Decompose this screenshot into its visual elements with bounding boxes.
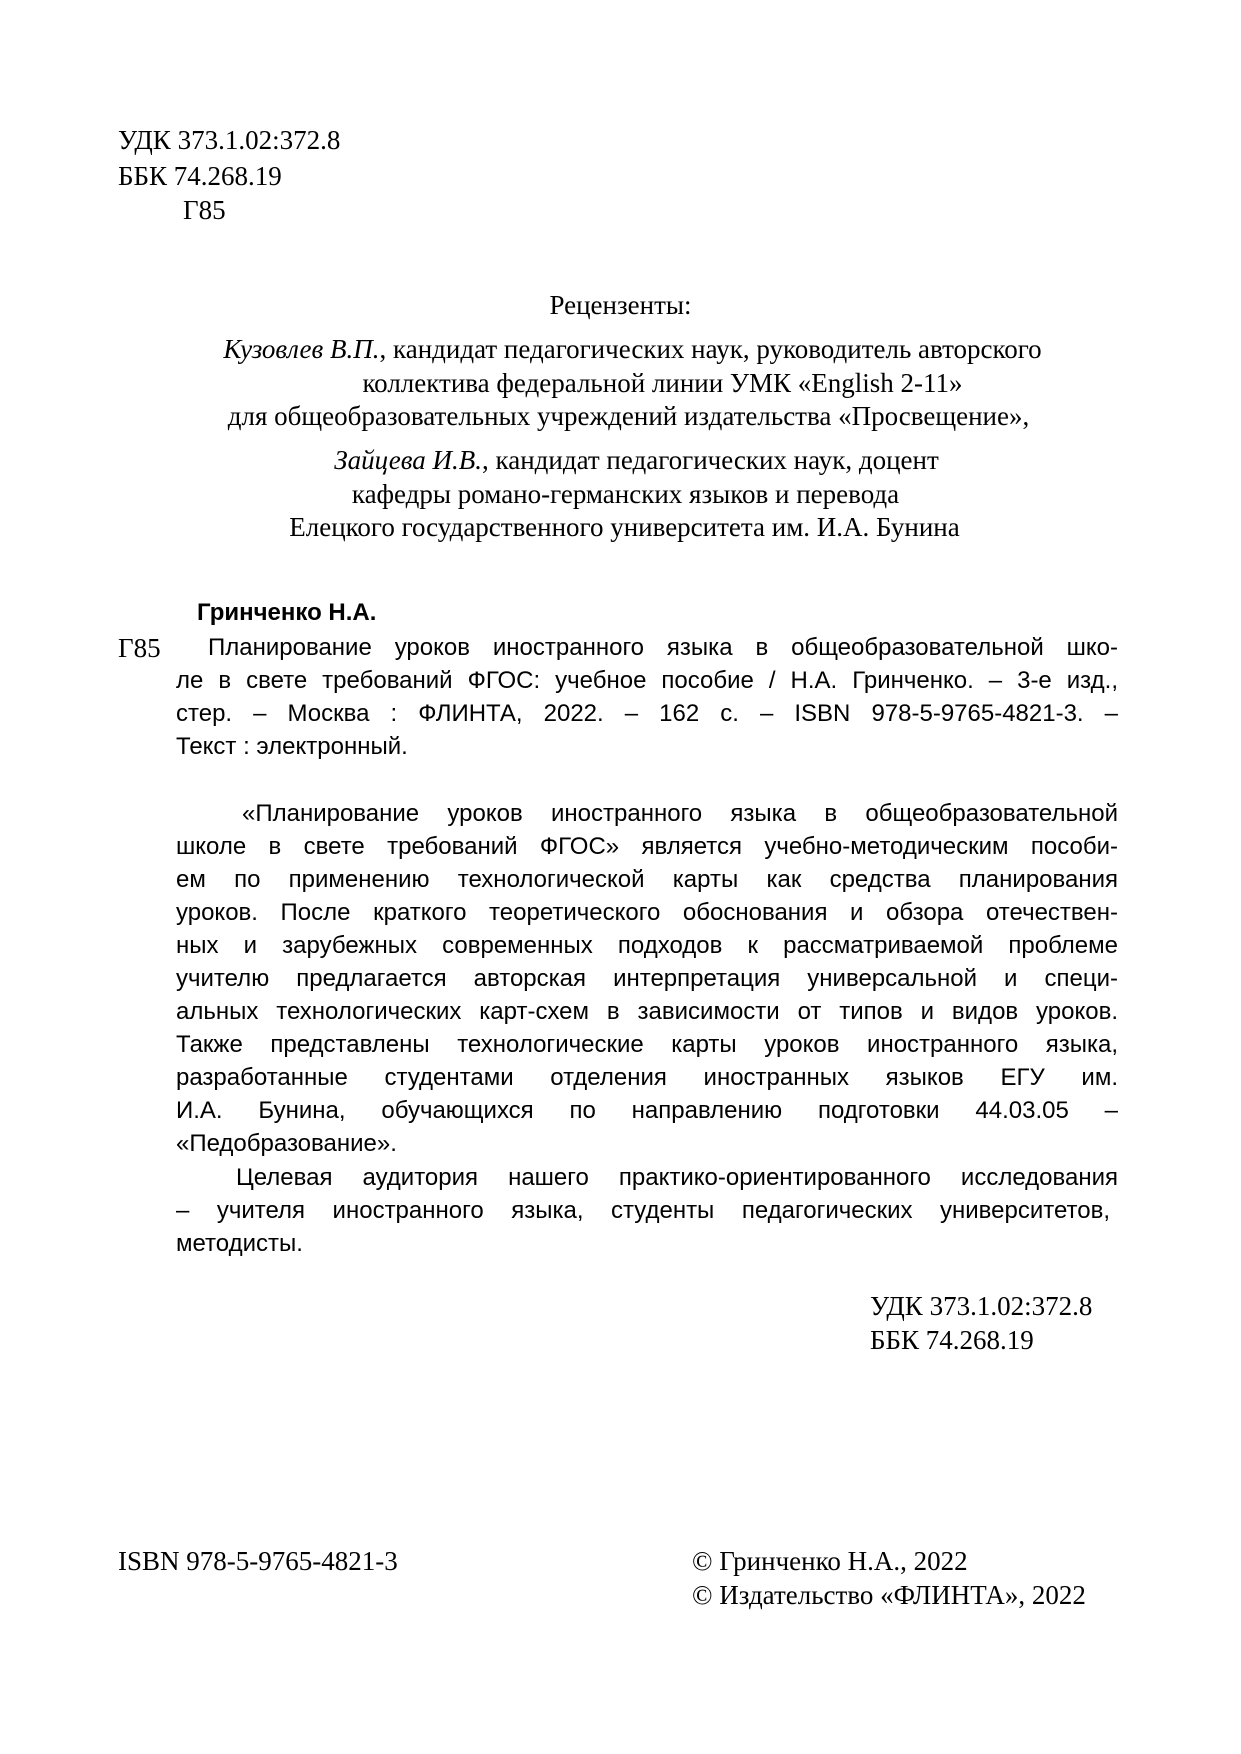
abstract-line: альных технологических карт-схем в зависимости от типов и видов уроков. — [176, 998, 1118, 1025]
reviewer2-title: , кандидат педагогических наук, доцент — [482, 445, 939, 475]
abstract-line: И.А. Бунина, обучающихся по направлению подготовки 44.03.05 – — [176, 1097, 1118, 1124]
biblio-mark: Г85 — [118, 633, 161, 663]
reviewer2-line3: Елецкого государственного университета им. И.А. Бунина — [289, 512, 960, 542]
header-bbk: ББК 74.268.19 — [118, 161, 282, 191]
abstract-line: «Педобразование». — [176, 1130, 397, 1157]
biblio-line: ле в свете требований ФГОС: учебное пособие / Н.А. Гринченко. – 3-е изд., — [176, 667, 1118, 694]
biblio-line: Текст : электронный. — [176, 733, 408, 760]
reviewers-heading: Рецензенты: — [549, 290, 692, 320]
reviewer1-line3: для общеобразовательных учреждений издательства «Просвещение», — [227, 401, 1030, 431]
abstract-line: Целевая аудитория нашего практико-ориентированного исследования — [236, 1164, 1118, 1191]
reviewer1-line2: коллектива федеральной линии УМК «English 2-11» — [362, 368, 963, 398]
classification-bbk: ББК 74.268.19 — [870, 1325, 1034, 1355]
reviewer1-title: , кандидат педагогических наук, руководитель авторского — [379, 334, 1042, 364]
header-udk: УДК 373.1.02:372.8 — [118, 125, 341, 155]
footer-copyright-author: © Гринченко Н.А., 2022 — [692, 1546, 968, 1576]
abstract-line: «Планирование уроков иностранного языка в общеобразовательной — [242, 800, 1118, 827]
biblio-author: Гринченко Н.А. — [197, 599, 377, 626]
reviewer2-name: Зайцева И.В. — [334, 445, 483, 475]
abstract-line: уроков. После краткого теоретического обоснования и обзора отечествен- — [176, 899, 1118, 926]
reviewer1-name: Кузовлев В.П. — [223, 334, 380, 364]
biblio-line: Планирование уроков иностранного языка в общеобразовательной шко- — [208, 634, 1118, 661]
biblio-line: стер. – Москва : ФЛИНТА, 2022. – 162 с. – ISBN 978-5-9765-4821-3. – — [176, 700, 1118, 727]
header-author-mark: Г85 — [183, 195, 226, 225]
abstract-line: ем по применению технологической карты как средства планирования — [176, 866, 1118, 893]
abstract-line: разработанные студентами отделения иностранных языков ЕГУ им. — [176, 1064, 1118, 1091]
footer-isbn: ISBN 978-5-9765-4821-3 — [118, 1546, 398, 1576]
footer-copyright-publisher: © Издательство «ФЛИНТА», 2022 — [692, 1580, 1086, 1610]
reviewer2-line1 — [0, 444, 1241, 476]
reviewer2-line2: кафедры романо-германских языков и перевода — [351, 479, 900, 509]
abstract-line: ных и зарубежных современных подходов к рассматриваемой проблеме — [176, 932, 1118, 959]
abstract-line: школе в свете требований ФГОС» является учебно-методическим пособи- — [176, 833, 1118, 860]
abstract-line: Также представлены технологические карты уроков иностранного языка, — [176, 1031, 1118, 1058]
abstract-line: методисты. — [176, 1230, 303, 1257]
abstract-line: – учителя иностранного языка, студенты педагогических университетов, — [176, 1197, 1110, 1224]
abstract-line: учителю предлагается авторская интерпретация универсальной и специ- — [176, 965, 1118, 992]
reviewer1-line1 — [0, 333, 1241, 365]
classification-udk: УДК 373.1.02:372.8 — [870, 1291, 1093, 1321]
